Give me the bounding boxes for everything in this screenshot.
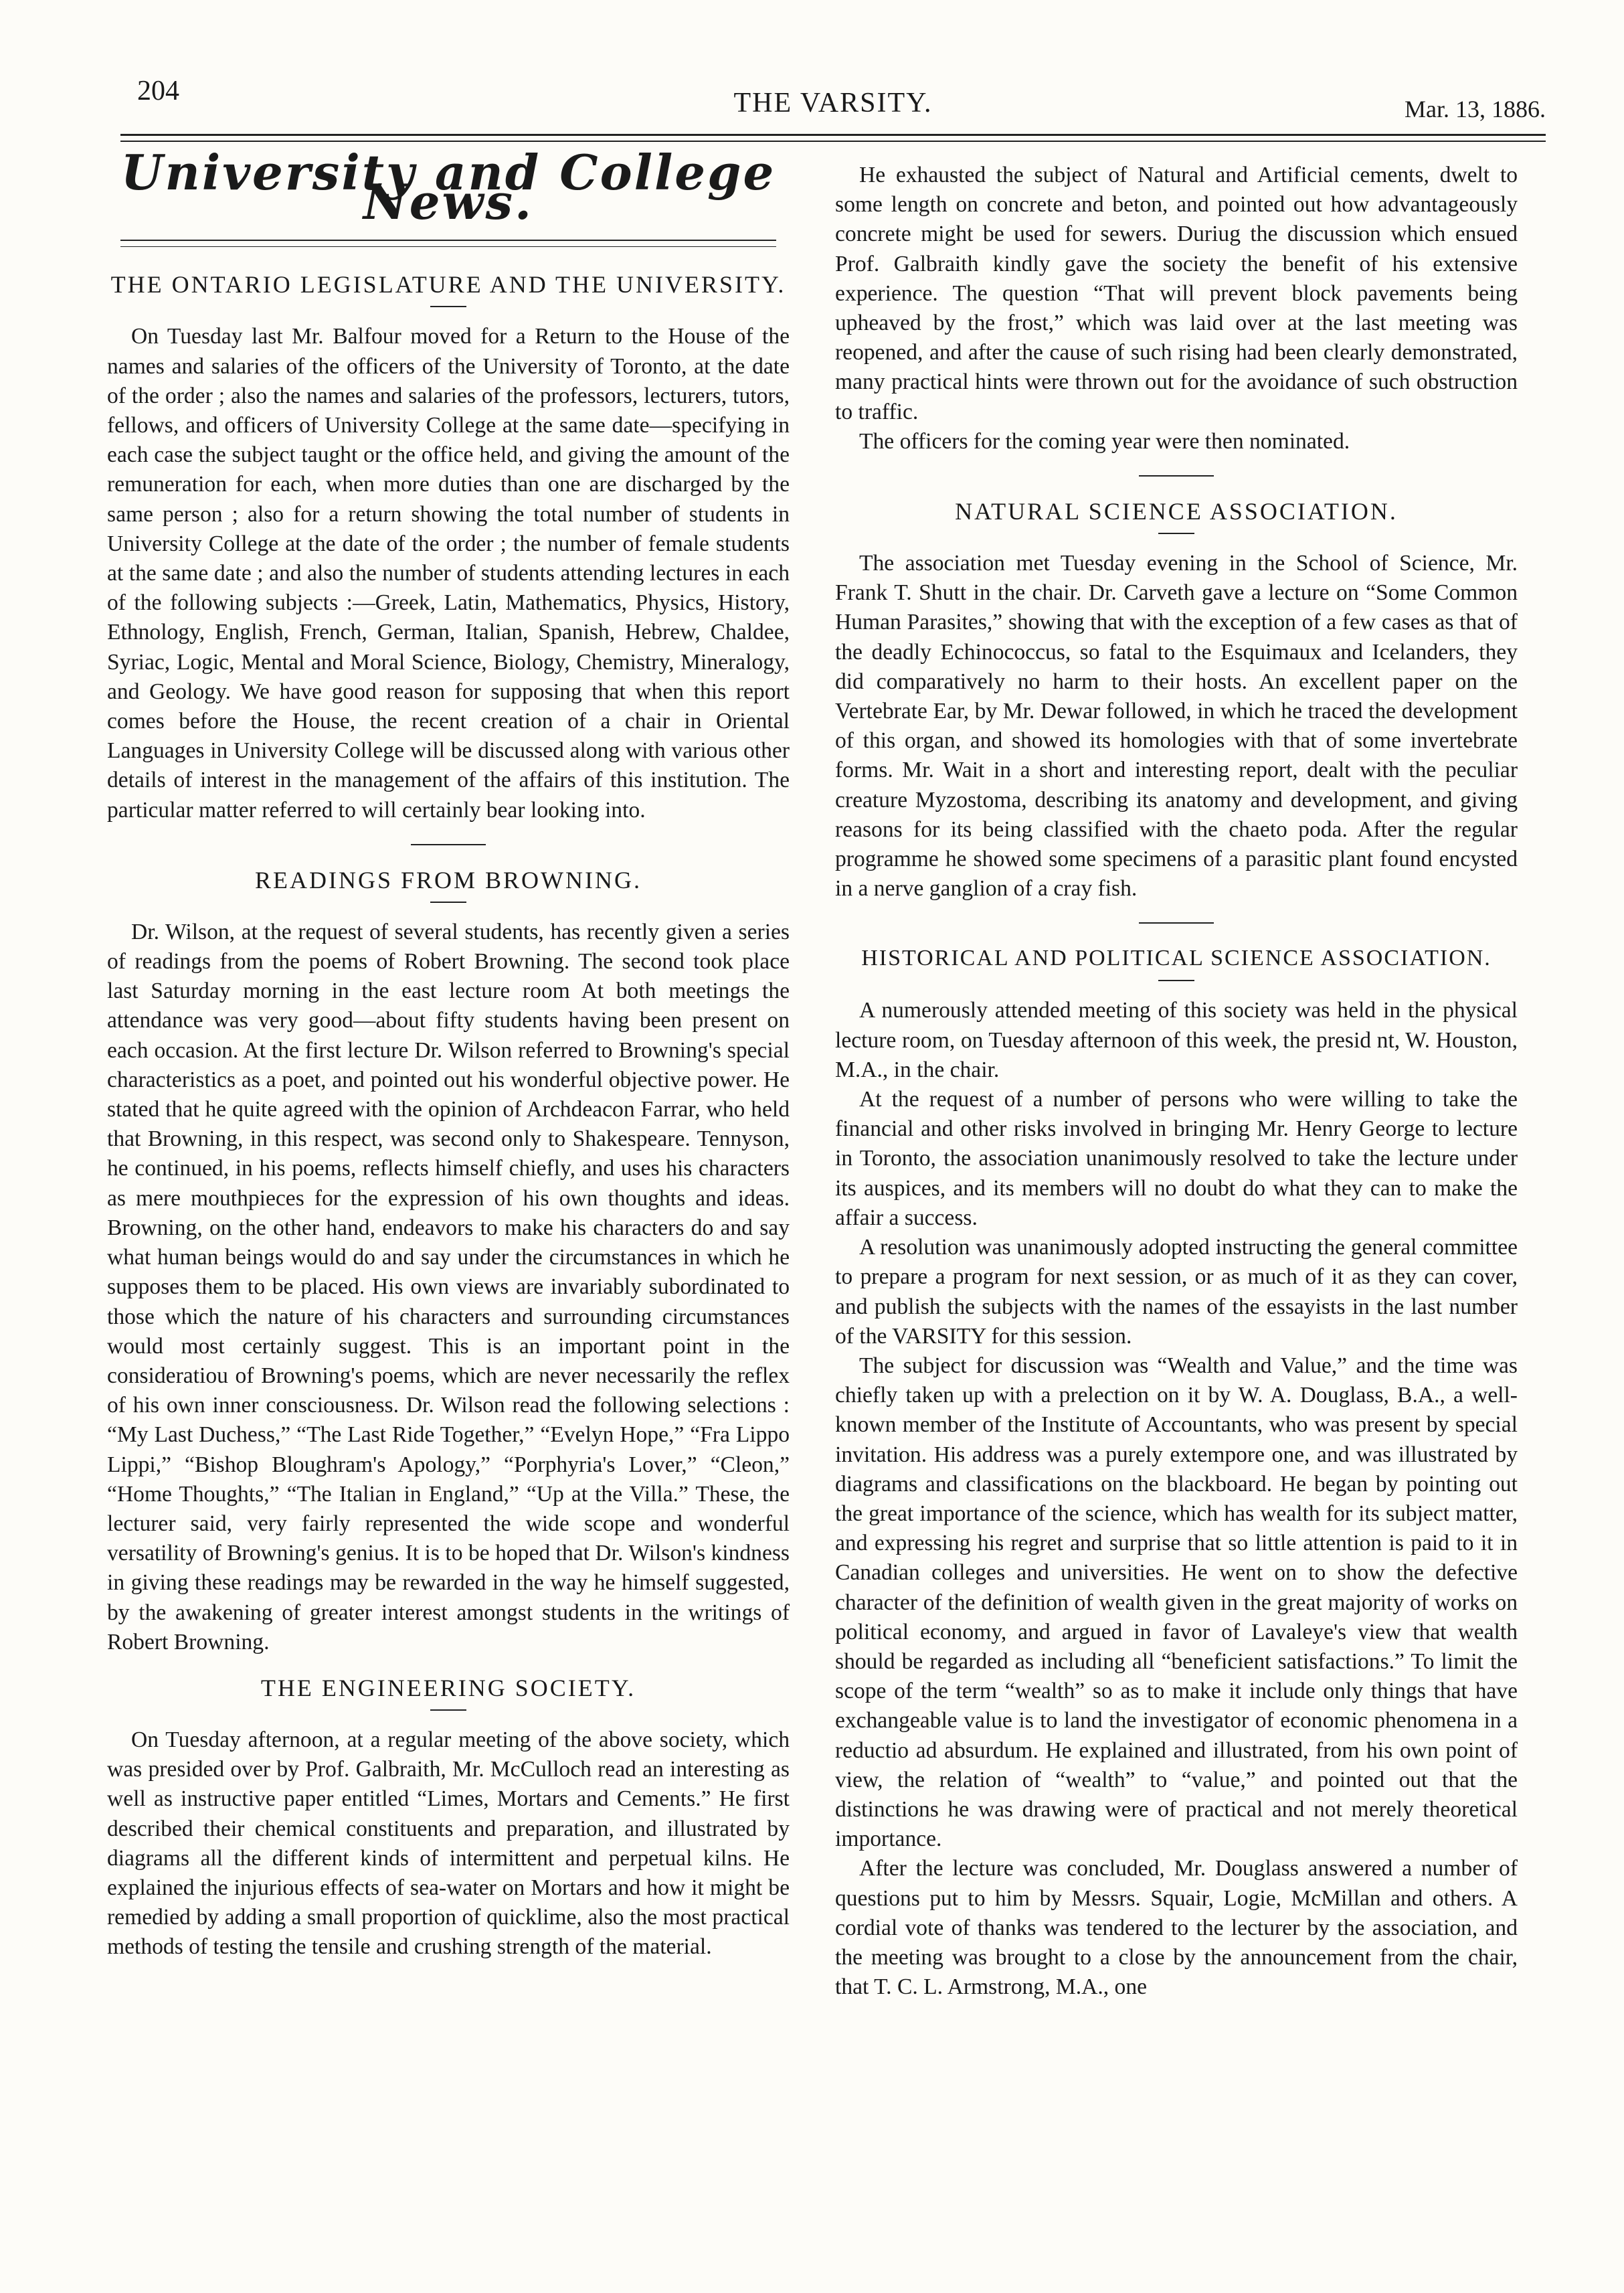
section-masthead: University and College News. — [120, 144, 776, 231]
section-heading: NATURAL SCIENCE ASSOCIATION. — [955, 498, 1398, 525]
section-separator — [411, 844, 486, 845]
article-paragraph: Dr. Wilson, at the request of several students, has recently given a series of readings from the poems of Robert Browning. The second took place last Saturday morning in the east lecture room At both meetings the attendance was very good—about fifty students having been present on each occasion. At the first lecture Dr. Wilson referred to Browning's special characteristics as a poet, and pointed out his wonderful objective power. He stated that he quite agreed with the opinion of Archdeacon Farrar, who held that Browning, in this respect, was second only to Shakespeare. Tennyson, he continued, in his poems, reflects himself chiefly, and uses his characters as mere mouthpieces for the expression of his own thoughts and ideas. Browning, on the other hand, endeavors to make his characters do and say what human beings would do and say under the circumstances in which he supposes them to be placed. His own views are invariably subordinated to those which the nature of his characters and surrounding circumstances would most certainly suggest. This is an important point in the consideratiou of Browning's poems, which are never necessarily the reflex of his own inner consciousness. Dr. Wilson read the following selections : “My Last Duchess,” “The Last Ride Together,” “Evelyn Hope,” “Fra Lippo Lippi,” “Bishop Bloughram's Apology,” “Porphyria's Lover,” “Cleon,” “Home Thoughts,” “The Italian in England,” “Up at the Villa.” These, the lecturer said, very fairly represented the wide scope and wonderful versatility of Browning's genius. It is to be hoped that Dr. Wilson's kindness in giving these readings may be rewarded in the way he himself suggested, by the awakening of greater interest amongst students in the writings of Robert Browning. — [107, 919, 790, 1654]
article-paragraph: On Tuesday last Mr. Balfour moved for a Return to the House of the names and salaries of the officers of the University of Toronto, at the date of the order ; also the names and salaries of the professors, lecturers, tutors, fellows, and officers of University College at the same date—specifying in each case the subject taught or the office held, and giving the amount of the remuneration for each, when more duties than one are discharged by the same person ; also for a return showing the total number of students in University College at the date of the order ; the number of female students at the same date ; and also the number of students attending lectures in each of the following subjects :—Greek, Latin, Mathematics, Physics, History, Ethnology, English, French, German, Italian, Spanish, Hebrew, Chaldee, Syriac, Logic, Mental and Moral Science, Biology, Chemistry, Mineralogy, and Geology. We have good reason for supposing that when this report comes before the House, the recent creation of a chair in Oriental Languages in University College will be discussed along with various other details of interest in the management of the affairs of this institution. The particular matter referred to will certainly bear looking into. — [107, 324, 790, 823]
heading-dash — [1158, 980, 1194, 981]
page-number: 204 — [137, 76, 179, 106]
article-paragraph: A numerously attended meeting of this society was held in the physical lecture room, on Tuesday afternoon of this week, the presid nt, W. Houston, M.A., in the chair. — [835, 998, 1518, 1082]
article-paragraph: The officers for the coming year were then nominated. — [859, 428, 1350, 454]
heading-dash — [430, 902, 466, 903]
article-paragraph: On Tuesday afternoon, at a regular meeting of the above society, which was presided over by Prof. Galbraith, Mr. McCulloch read an interesting as well as instructive paper entitled “Limes, Mortars and Cements.” He first described their chemical constituents and preparation, and illustrated by diagrams all the different kinds of intermittent and perpetual kilns. He explained the injurious effects of sea-water on Mortars and how it might be remedied by adding a small proportion of quicklime, also the most practical methods of testing the tensile and crushing strength of the material. — [107, 1727, 790, 1960]
running-title: THE VARSITY. — [733, 88, 933, 118]
article-paragraph: At the request of a number of persons who were willing to take the financial and other risks involved in bringing Mr. Henry George to lecture in Toronto, the association unanimously resolved to take the lecture under its auspices, and its members will no doubt do what they can to make the affair a success. — [835, 1087, 1518, 1230]
header-rule — [120, 134, 1546, 136]
section-separator — [1139, 922, 1214, 924]
article-paragraph: The association met Tuesday evening in the School of Science, Mr. Frank T. Shutt in the chair. Dr. Carveth gave a lecture on “Some Common Human Parasites,” showing that with the exception of a few cases as that of the deadly Echinococcus, so fatal to the Esquimaux and Icelanders, they did comparatively no harm to their hosts. An excellent paper on the Vertebrate Ear, by Mr. Dewar followed, in which he traced the development of this organ, and showed its homologies with that of some invertebrate forms. Mr. Wait in a short and interesting report, dealt with the peculiar creature Myzostoma, describing its anatomy and development, and giving reasons for its being classified with the chaeto poda. After the regular programme he showed some specimens of a parasitic plant found encysted in a nerve ganglion of a cray fish. — [835, 551, 1518, 902]
masthead-rule-thin — [120, 246, 776, 247]
heading-dash — [430, 1709, 466, 1711]
header-rule-second — [120, 141, 1546, 142]
section-separator — [1139, 475, 1214, 477]
masthead-rule — [120, 240, 776, 241]
issue-date: Mar. 13, 1886. — [1405, 96, 1546, 122]
article-paragraph: He exhausted the subject of Natural and Artificial cements, dwelt to some length on concrete and beton, and pointed out how advantageously concrete might be used for sewers. Duriug the discussion which ensued Prof. Galbraith kindly gave the society the benefit of his extensive experience. The question “That will prevent block pavements being upheaved by the frost,” which was laid over at the last meeting was reopened, and after the cause of such rising had been clearly demonstrated, many practical hints were thrown out for the avoidance of such obstruction to traffic. — [835, 163, 1518, 424]
section-heading: THE ONTARIO LEGISLATURE AND THE UNIVERSITY. — [110, 271, 786, 299]
heading-dash — [1158, 533, 1194, 534]
page-header — [120, 75, 1546, 129]
section-heading: THE ENGINEERING SOCIETY. — [260, 1674, 636, 1701]
article-paragraph: After the lecture was concluded, Mr. Douglass answered a number of questions put to him by Messrs. Squair, Logie, McMillan and others. A cordial vote of thanks was tendered to the lecturer by the association, and the meeting was brought to a close by the announcement from the chair, that T. C. L. Armstrong, M.A., one — [835, 1856, 1518, 2000]
left-column — [107, 144, 790, 1962]
heading-dash — [430, 306, 466, 307]
section-heading: READINGS FROM BROWNING. — [254, 866, 642, 894]
section-heading: HISTORICAL AND POLITICAL SCIENCE ASSOCIATION. — [861, 946, 1492, 971]
article-paragraph: A resolution was unanimously adopted instructing the general committee to prepare a program for next session, or as much of it as they can cover, and publish the subjects with the names of the essayists in the last number of the VARSITY for this session. — [835, 1235, 1518, 1349]
article-paragraph: The subject for discussion was “Wealth and Value,” and the time was chiefly taken up with a prelection on it by W. A. Douglass, B.A., a well-known member of the Institute of Accountants, who was present by special invitation. His address was a purely extempore one, and was illustrated by diagrams and classifications on the blackboard. He began by pointing out the great importance of the science, which has wealth for its subject matter, and expressing his regret and surprise that so little attention is paid to it in Canadian colleges and universities. He went on to show the defective character of the definition of wealth given in the great majority of works on political economy, and argued in favor of Lavaleye's view that wealth should be regarded as including all “beneficient satisfactions.” To limit the scope of the term “wealth” so as to make it include only things that have exchangeable value is to land the investigator of economic phenomena in a reductio ad absurdum. He explained and illustrated, from his own point of view, the relation of “wealth” to “value,” and pointed out that the distinctions he was drawing were of practical and not merely theoretical importance. — [835, 1353, 1518, 1852]
right-column — [835, 161, 1518, 2002]
